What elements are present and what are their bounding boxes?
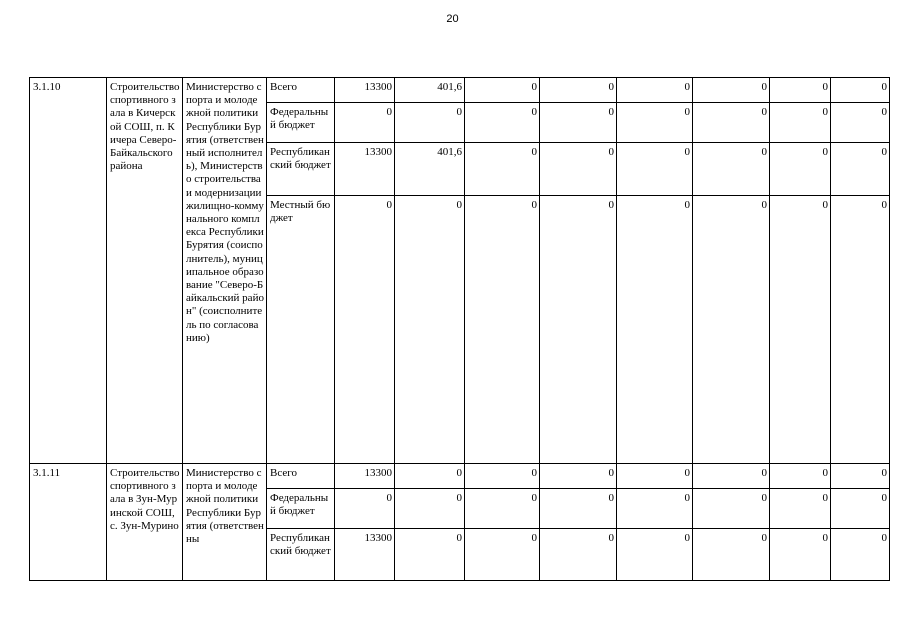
funding-source: Республиканский бюджет bbox=[267, 529, 335, 581]
value-cell: 0 bbox=[465, 529, 540, 581]
value-cell: 13300 bbox=[335, 464, 395, 489]
value-cell: 0 bbox=[395, 529, 465, 581]
value-cell: 0 bbox=[540, 489, 617, 529]
funding-source: Федеральный бюджет bbox=[267, 103, 335, 143]
value-cell: 0 bbox=[540, 78, 617, 103]
value-cell: 0 bbox=[540, 103, 617, 143]
value-cell: 0 bbox=[770, 529, 831, 581]
value-cell: 0 bbox=[617, 78, 693, 103]
table-row bbox=[30, 464, 890, 489]
value-cell: 0 bbox=[770, 464, 831, 489]
value-cell: 0 bbox=[617, 529, 693, 581]
value-cell: 0 bbox=[540, 529, 617, 581]
value-cell: 0 bbox=[617, 196, 693, 464]
value-cell: 0 bbox=[465, 78, 540, 103]
value-cell: 0 bbox=[770, 78, 831, 103]
value-cell: 0 bbox=[465, 143, 540, 196]
table-row bbox=[30, 78, 890, 103]
value-cell: 0 bbox=[617, 103, 693, 143]
value-cell: 0 bbox=[831, 464, 890, 489]
event-code: 3.1.10 bbox=[30, 78, 107, 464]
value-cell: 401,6 bbox=[395, 78, 465, 103]
value-cell: 0 bbox=[395, 103, 465, 143]
value-cell: 0 bbox=[540, 464, 617, 489]
event-code: 3.1.11 bbox=[30, 464, 107, 581]
page-number: 20 bbox=[446, 13, 459, 25]
value-cell: 0 bbox=[540, 196, 617, 464]
event-name: Строительство спортивного зала в Кичерской СОШ, п. Кичера Северо-Байкальского района bbox=[107, 78, 183, 464]
value-cell: 0 bbox=[335, 103, 395, 143]
value-cell: 0 bbox=[770, 103, 831, 143]
value-cell: 401,6 bbox=[395, 143, 465, 196]
value-cell: 0 bbox=[693, 143, 770, 196]
value-cell: 0 bbox=[770, 489, 831, 529]
budget-table bbox=[29, 77, 890, 581]
value-cell: 0 bbox=[770, 143, 831, 196]
value-cell: 0 bbox=[335, 489, 395, 529]
value-cell: 0 bbox=[770, 196, 831, 464]
value-cell: 0 bbox=[335, 196, 395, 464]
value-cell: 13300 bbox=[335, 143, 395, 196]
funding-source: Всего bbox=[267, 78, 335, 103]
value-cell: 0 bbox=[693, 529, 770, 581]
funding-source: Местный бюджет bbox=[267, 196, 335, 464]
value-cell: 0 bbox=[693, 196, 770, 464]
value-cell: 0 bbox=[693, 489, 770, 529]
value-cell: 0 bbox=[617, 489, 693, 529]
value-cell: 0 bbox=[465, 489, 540, 529]
executor: Министерство спорта и молодежной политики Республики Бурятия (ответственны bbox=[183, 464, 267, 581]
value-cell: 0 bbox=[465, 103, 540, 143]
value-cell: 0 bbox=[465, 196, 540, 464]
value-cell: 0 bbox=[395, 196, 465, 464]
value-cell: 0 bbox=[395, 489, 465, 529]
value-cell: 0 bbox=[831, 78, 890, 103]
value-cell: 0 bbox=[831, 529, 890, 581]
value-cell: 0 bbox=[617, 464, 693, 489]
value-cell: 0 bbox=[693, 464, 770, 489]
executor: Министерство спорта и молодежной политики Республики Бурятия (ответственный исполнитель), Министерство строительства и модернизации жилищно-коммунального комплекса Республики Бурятия (соисполнитель), муниципальное образование "Северо-Байкальский район" (соисполнитель по согласованию) bbox=[183, 78, 267, 464]
funding-source: Федеральный бюджет bbox=[267, 489, 335, 529]
funding-source: Республиканский бюджет bbox=[267, 143, 335, 196]
value-cell: 0 bbox=[831, 103, 890, 143]
value-cell: 0 bbox=[693, 103, 770, 143]
value-cell: 0 bbox=[831, 143, 890, 196]
value-cell: 0 bbox=[465, 464, 540, 489]
value-cell: 13300 bbox=[335, 78, 395, 103]
value-cell: 0 bbox=[395, 464, 465, 489]
event-name: Строительство спортивного зала в Зун-Муринской СОШ, с. Зун-Мурино bbox=[107, 464, 183, 581]
value-cell: 0 bbox=[693, 78, 770, 103]
value-cell: 0 bbox=[831, 489, 890, 529]
funding-source: Всего bbox=[267, 464, 335, 489]
value-cell: 0 bbox=[540, 143, 617, 196]
value-cell: 0 bbox=[831, 196, 890, 464]
value-cell: 13300 bbox=[335, 529, 395, 581]
value-cell: 0 bbox=[617, 143, 693, 196]
